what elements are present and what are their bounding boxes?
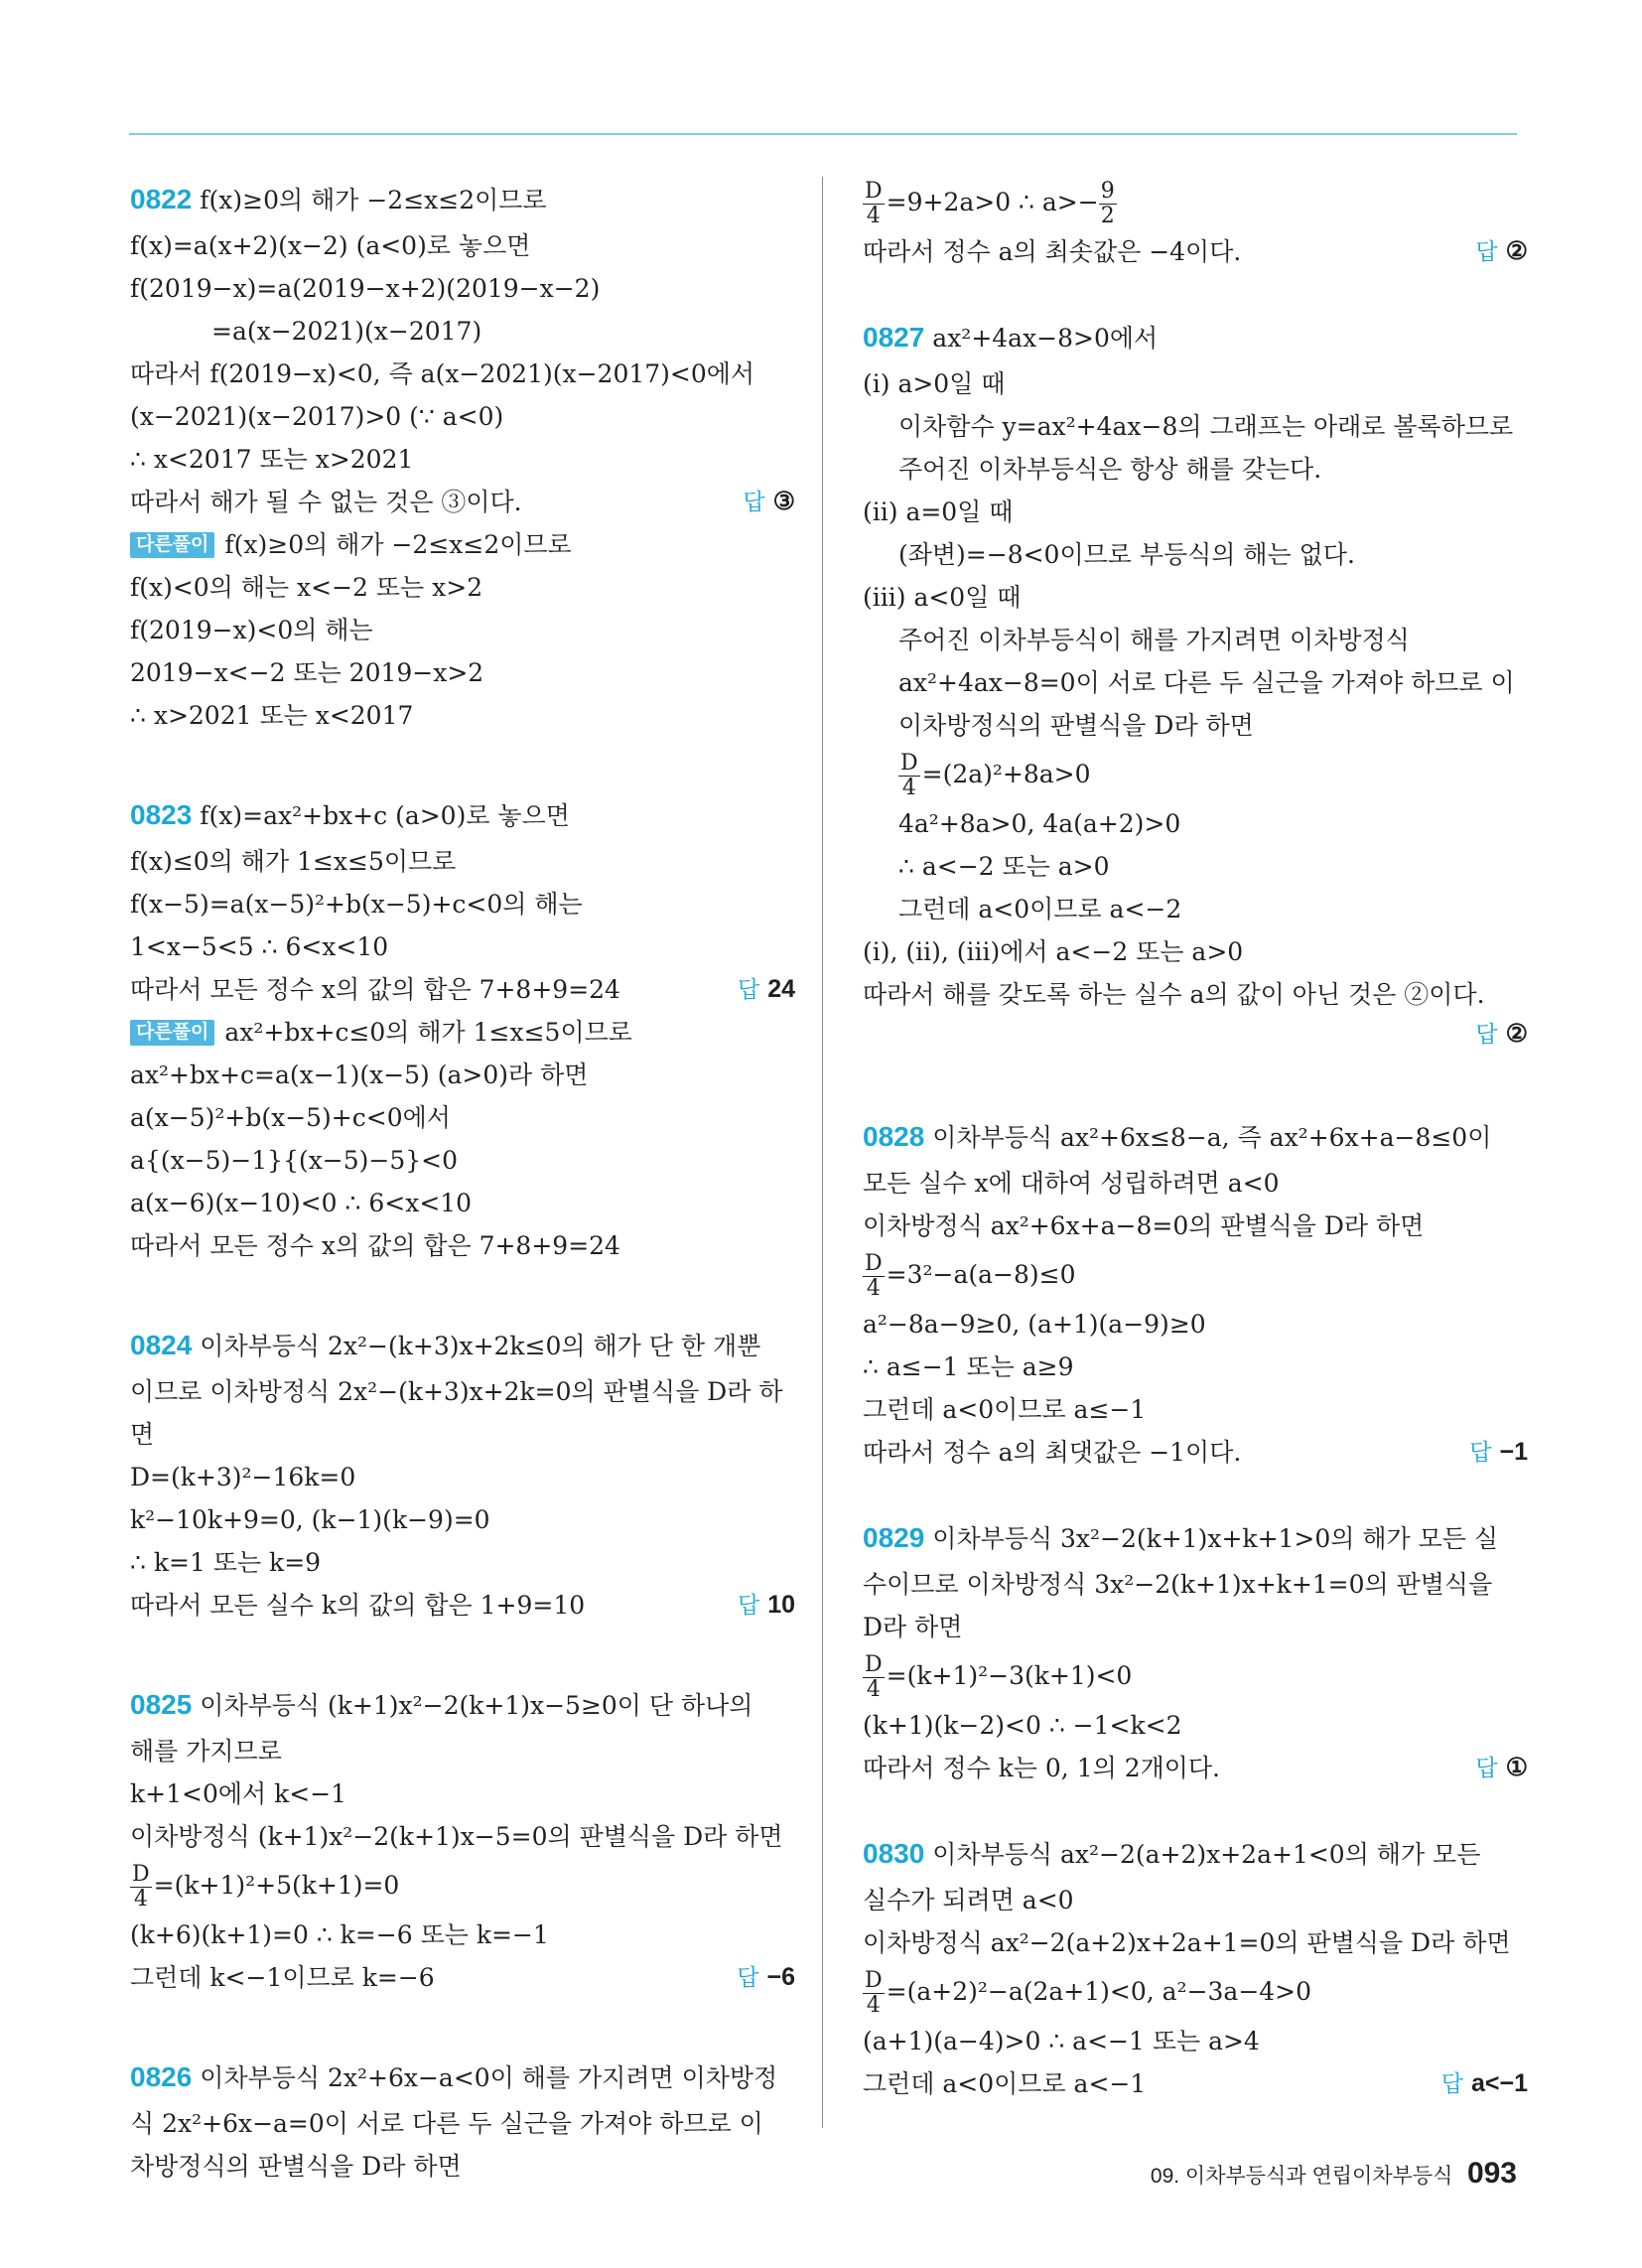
numerator: D — [865, 179, 883, 204]
solution-line — [130, 267, 795, 310]
answer-value: −6 — [766, 1963, 795, 1991]
solution-line — [130, 1182, 795, 1224]
line-text: =a(x−2021)(x−2017) — [211, 317, 482, 346]
solution-line — [863, 930, 1528, 973]
solution-line — [130, 1914, 795, 1956]
line-text: a²−8a−9≥0, (a+1)(a−9)≥0 — [863, 1310, 1206, 1339]
answer-marker: 답 — [1469, 1439, 1492, 1465]
solution-line — [130, 395, 795, 438]
solution-line — [130, 353, 795, 395]
line-text: ax²+4ax−8>0에서 — [932, 324, 1159, 353]
spacer — [863, 1059, 1528, 1112]
solution-line — [130, 1730, 795, 1772]
line-text: 이차함수 y=ax²+4ax−8의 그래프는 아래로 볼록하므로 — [898, 412, 1514, 441]
numerator: D — [132, 1862, 150, 1887]
problem-header — [130, 790, 795, 840]
solution-line — [130, 651, 795, 694]
problem-number: 0822 — [130, 184, 193, 214]
line-text: f(x)≥0의 해가 −2≤x≤2이므로 — [200, 186, 547, 214]
solution-line — [863, 405, 1528, 448]
line-text: f(x)=ax²+bx+c (a>0)로 놓으면 — [200, 801, 570, 830]
answer-value: a<−1 — [1470, 2069, 1528, 2097]
line-text: 주어진 이차부등식이 해를 가지려면 이차방정식 — [898, 626, 1410, 654]
line-text: 수이므로 이차방정식 3x²−2(k+1)x+k+1=0의 판별식을 — [863, 1570, 1493, 1599]
spacer — [863, 273, 1528, 313]
left-column — [130, 175, 795, 2188]
answer — [738, 968, 795, 1011]
denominator: 4 — [866, 204, 881, 228]
chapter-title: 09. 이차부등식과 연립이차부등식 — [1150, 2165, 1453, 2188]
solution-line — [863, 1879, 1528, 1921]
solution-line — [130, 224, 795, 267]
line-text: f(x−5)=a(x−5)²+b(x−5)+c<0의 해는 — [130, 890, 583, 919]
solution-line — [863, 845, 1528, 888]
line-text: 이차부등식 2x²−(k+3)x+2k≤0의 해가 단 한 개뿐 — [200, 1332, 761, 1360]
solution-line — [863, 1247, 1528, 1303]
numerator: D — [865, 1968, 883, 1993]
line-text: 그런데 a<0이므로 a≤−1 — [863, 1395, 1147, 1424]
solution-line — [863, 704, 1528, 747]
solution-line — [130, 1011, 795, 1054]
answer-marker: 답 — [737, 1592, 760, 1618]
solution-line — [863, 1747, 1528, 1789]
line-text: (ⅲ) a<0일 때 — [863, 583, 1022, 612]
answer-value: 10 — [767, 1591, 795, 1619]
solution-line — [130, 968, 795, 1011]
solution-line — [863, 1431, 1528, 1474]
numerator: D — [865, 1652, 883, 1677]
problem-header — [863, 313, 1528, 362]
line-text: 따라서 모든 정수 x의 값의 합은 7+8+9=24 — [130, 975, 620, 1004]
line-text: f(x)=a(x+2)(x−2) (a<0)로 놓으면 — [130, 231, 531, 260]
solution-line — [863, 802, 1528, 845]
answer-marker: 답 — [1440, 2070, 1463, 2096]
solution-line — [863, 230, 1528, 273]
line-text: D라 하면 — [863, 1613, 963, 1641]
spacer — [130, 737, 795, 790]
line-text: a(x−5)²+b(x−5)+c<0에서 — [130, 1103, 451, 1132]
solution-line — [863, 1563, 1528, 1606]
line-text: 해를 가지므로 — [130, 1737, 282, 1766]
spacer — [130, 1999, 795, 2053]
line-text: 4a²+8a>0, 4a(a+2)>0 — [898, 809, 1181, 838]
answer-value: ② — [1505, 237, 1528, 265]
denominator: 2 — [1100, 204, 1115, 228]
line-text: 2019−x<−2 또는 2019−x>2 — [130, 658, 484, 687]
page-number: 093 — [1466, 2157, 1517, 2190]
line-text: k²−10k+9=0, (k−1)(k−9)=0 — [130, 1505, 490, 1534]
answer-value: −1 — [1499, 1438, 1528, 1466]
line-text: 모든 실수 x에 대하여 성립하려면 a<0 — [863, 1169, 1280, 1198]
answer-marker: 답 — [737, 1964, 759, 1990]
line-text: 1<x−5<5 ∴ 6<x<10 — [130, 932, 389, 961]
line-text: f(2019−x)<0의 해는 — [130, 616, 373, 644]
fraction — [1099, 180, 1117, 228]
solution-line — [130, 1054, 795, 1096]
line-text: 따라서 모든 정수 x의 값의 합은 7+8+9=24 — [130, 1231, 620, 1260]
solution-line — [863, 175, 1528, 230]
spacer — [130, 1267, 795, 1321]
answer-value: ③ — [772, 488, 795, 515]
line-text: ax²+4ax−8=0이 서로 다른 두 실근을 가져야 하므로 이 — [898, 668, 1515, 697]
line-text: (k+1)(k−2)<0 ∴ −1<k<2 — [863, 1711, 1182, 1740]
solution-line — [863, 1303, 1528, 1346]
answer — [743, 481, 795, 523]
line-text: =9+2a>0 ∴ a>− — [886, 188, 1099, 216]
solution-line — [130, 1224, 795, 1267]
solution-line — [863, 1964, 1528, 2020]
line-text: 식 2x²+6x−a=0이 서로 다른 두 실근을 가져야 하므로 이 — [130, 2109, 763, 2138]
line-text: ∴ k=1 또는 k=9 — [130, 1548, 322, 1577]
solution-line — [130, 1815, 795, 1858]
solution-line — [863, 619, 1528, 661]
problem-header — [130, 1321, 795, 1370]
solution-line — [130, 609, 795, 651]
solution-line — [130, 1413, 795, 1456]
problem-header — [130, 2053, 795, 2102]
line-text: D=(k+3)²−16k=0 — [130, 1463, 356, 1491]
line-text: 주어진 이차부등식은 항상 해를 갖는다. — [898, 455, 1322, 484]
solution-line — [130, 1456, 795, 1498]
problem-number: 0827 — [863, 322, 925, 353]
solution-line — [863, 1606, 1528, 1648]
answer — [737, 1956, 795, 1999]
solution-line — [130, 1584, 795, 1627]
solution-line — [863, 362, 1528, 405]
solution-line — [863, 2062, 1528, 2105]
line-text: (ⅰ), (ⅱ), (ⅲ)에서 a<−2 또는 a>0 — [863, 937, 1244, 966]
answer — [738, 1584, 795, 1627]
numerator: D — [865, 1251, 883, 1276]
answer — [1475, 230, 1528, 273]
answer-marker: 답 — [737, 976, 760, 1002]
answer-marker: 답 — [1475, 1755, 1498, 1780]
solution-line — [863, 1346, 1528, 1388]
problem-header — [863, 1513, 1528, 1563]
line-text: k+1<0에서 k<−1 — [130, 1779, 347, 1808]
solution-line — [863, 1162, 1528, 1205]
spacer — [130, 1627, 795, 1680]
numerator: 9 — [1100, 179, 1115, 204]
problem-number: 0830 — [863, 1838, 925, 1869]
answer-marker: 답 — [1475, 1021, 1498, 1047]
answer-marker: 답 — [743, 489, 765, 514]
problem-number: 0825 — [130, 1689, 193, 1720]
solution-line — [130, 1772, 795, 1815]
solution-line — [130, 2145, 795, 2188]
line-text: ∴ a<−2 또는 a>0 — [898, 852, 1110, 881]
line-text: (ⅱ) a=0일 때 — [863, 497, 1014, 526]
line-text: 따라서 f(2019−x)<0, 즉 a(x−2021)(x−2017)<0에서 — [130, 359, 755, 388]
header-rule — [129, 133, 1517, 135]
alt-solution-tag: 다른풀이 — [130, 532, 214, 558]
line-text: 이므로 이차방정식 2x²−(k+3)x+2k=0의 판별식을 D라 하 — [130, 1377, 783, 1406]
solution-line — [130, 1139, 795, 1182]
solution-line — [130, 1956, 795, 1999]
line-text: 이차방정식 ax²−2(a+2)x+2a+1=0의 판별식을 D라 하면 — [863, 1928, 1511, 1957]
page-footer — [1151, 2157, 1517, 2191]
line-text: 이차방정식의 판별식을 D라 하면 — [898, 711, 1254, 740]
line-text: ∴ a≤−1 또는 a≥9 — [863, 1352, 1074, 1381]
line-text: 이차부등식 2x²+6x−a<0이 해를 가지려면 이차방정 — [200, 2063, 778, 2092]
line-text: (좌변)=−8<0이므로 부등식의 해는 없다. — [898, 540, 1355, 569]
line-text: f(x)≥0의 해가 −2≤x≤2이므로 — [224, 530, 572, 559]
problem-number: 0826 — [130, 2061, 193, 2092]
line-text: f(2019−x)=a(2019−x+2)(2019−x−2) — [130, 274, 601, 303]
line-text: 이차방정식 ax²+6x+a−8=0의 판별식을 D라 하면 — [863, 1211, 1425, 1240]
denominator: 4 — [866, 1276, 881, 1301]
solution-line — [130, 310, 795, 353]
problem-header — [130, 1680, 795, 1730]
solution-line — [863, 491, 1528, 533]
line-text: 이차부등식 (k+1)x²−2(k+1)x−5≥0이 단 하나의 — [200, 1691, 753, 1720]
solution-line — [863, 1205, 1528, 1247]
problem-number: 0823 — [130, 799, 193, 830]
solution-line — [863, 1921, 1528, 1964]
line-text: 그런데 a<0이므로 a<−1 — [863, 2069, 1147, 2098]
line-text: (x−2021)(x−2017)>0 (∵ a<0) — [130, 402, 504, 431]
solution-line — [130, 1096, 795, 1139]
problem-header — [863, 1829, 1528, 1879]
line-text: 따라서 해를 갖도록 하는 실수 a의 값이 아닌 것은 ②이다. — [863, 980, 1485, 1009]
solution-line — [863, 973, 1528, 1016]
solution-line — [863, 533, 1528, 576]
solution-line — [863, 448, 1528, 491]
problem-header — [130, 175, 795, 224]
line-text: 이차부등식 ax²−2(a+2)x+2a+1<0의 해가 모든 — [932, 1840, 1481, 1869]
line-text: 따라서 정수 k는 0, 1의 2개이다. — [863, 1754, 1220, 1782]
fraction — [863, 1653, 885, 1702]
line-text: ax²+bx+c=a(x−1)(x−5) (a>0)라 하면 — [130, 1061, 589, 1089]
spacer — [863, 1474, 1528, 1513]
answer — [1475, 1016, 1528, 1049]
numerator: D — [900, 751, 918, 776]
solution-line — [130, 840, 795, 883]
answer-value: 24 — [767, 975, 795, 1003]
line-text: =(2a)²+8a>0 — [921, 760, 1091, 788]
answer-line — [863, 1016, 1528, 1059]
line-text: ∴ x>2021 또는 x<2017 — [130, 701, 414, 730]
solution-line — [130, 1858, 795, 1914]
solution-line — [863, 576, 1528, 619]
alt-solution-tag: 다른풀이 — [130, 1020, 214, 1046]
line-text: ∴ x<2017 또는 x>2021 — [130, 445, 414, 474]
right-column — [863, 175, 1528, 2105]
solution-line — [863, 2020, 1528, 2062]
line-text: 따라서 정수 a의 최솟값은 −4이다. — [863, 237, 1242, 266]
line-text: (ⅰ) a>0일 때 — [863, 369, 1006, 398]
fraction — [898, 752, 920, 800]
fraction — [130, 1863, 152, 1912]
problem-number: 0828 — [863, 1121, 925, 1152]
line-text: 면 — [130, 1420, 155, 1449]
line-text: (a+1)(a−4)>0 ∴ a<−1 또는 a>4 — [863, 2027, 1260, 2055]
denominator: 4 — [866, 1993, 881, 2018]
answer — [1469, 1431, 1528, 1474]
solution-line — [130, 481, 795, 523]
denominator: 4 — [133, 1887, 148, 1912]
answer — [1441, 2062, 1528, 2105]
answer-marker: 답 — [1475, 238, 1498, 264]
line-text: a(x−6)(x−10)<0 ∴ 6<x<10 — [130, 1189, 473, 1217]
line-text: 차방정식의 판별식을 D라 하면 — [130, 2152, 462, 2181]
line-text: 따라서 정수 a의 최댓값은 −1이다. — [863, 1438, 1242, 1467]
problem-number: 0824 — [130, 1330, 193, 1360]
problem-number: 0829 — [863, 1522, 925, 1553]
solution-line — [863, 1648, 1528, 1704]
line-text: 그런데 k<−1이므로 k=−6 — [130, 1963, 435, 1992]
answer — [1475, 1747, 1528, 1789]
solution-line — [863, 661, 1528, 704]
answer-value: ② — [1505, 1020, 1528, 1048]
denominator: 4 — [866, 1677, 881, 1702]
line-text: =(k+1)²−3(k+1)<0 — [886, 1661, 1133, 1690]
line-text: ax²+bx+c≤0의 해가 1≤x≤5이므로 — [224, 1018, 632, 1047]
solution-line — [130, 1370, 795, 1413]
solution-line — [863, 747, 1528, 802]
solution-line — [863, 1704, 1528, 1747]
problem-header — [863, 1112, 1528, 1162]
line-text: 실수가 되려면 a<0 — [863, 1886, 1074, 1914]
solution-line — [130, 523, 795, 566]
solution-line — [130, 1498, 795, 1541]
solution-line — [130, 566, 795, 609]
column-divider — [822, 177, 823, 2128]
solution-line — [863, 888, 1528, 930]
line-text: a{(x−5)−1}{(x−5)−5}<0 — [130, 1146, 459, 1175]
spacer — [863, 1789, 1528, 1829]
line-text: 따라서 해가 될 수 없는 것은 ③이다. — [130, 488, 522, 516]
fraction — [863, 1969, 885, 2018]
solution-line — [130, 694, 795, 737]
solution-line — [130, 438, 795, 481]
solution-line — [130, 2102, 795, 2145]
line-text: 이차부등식 3x²−2(k+1)x+k+1>0의 해가 모든 실 — [932, 1524, 1499, 1553]
solution-line — [130, 925, 795, 968]
line-text: =(k+1)²+5(k+1)=0 — [153, 1871, 400, 1900]
line-text: f(x)≤0의 해가 1≤x≤5이므로 — [130, 847, 457, 876]
solution-line — [130, 883, 795, 925]
fraction — [863, 1252, 885, 1301]
line-text: (k+6)(k+1)=0 ∴ k=−6 또는 k=−1 — [130, 1920, 549, 1949]
line-text: f(x)<0의 해는 x<−2 또는 x>2 — [130, 573, 483, 602]
fraction — [863, 180, 885, 228]
line-text: 따라서 모든 실수 k의 값의 합은 1+9=10 — [130, 1591, 586, 1620]
solution-line — [130, 1541, 795, 1584]
solution-line — [863, 1388, 1528, 1431]
line-text: =(a+2)²−a(2a+1)<0, a²−3a−4>0 — [886, 1977, 1312, 2006]
line-text: 그런데 a<0이므로 a<−2 — [898, 895, 1182, 923]
line-text: 이차방정식 (k+1)x²−2(k+1)x−5=0의 판별식을 D라 하면 — [130, 1822, 783, 1851]
answer-value: ① — [1505, 1754, 1528, 1781]
line-text: 이차부등식 ax²+6x≤8−a, 즉 ax²+6x+a−8≤0이 — [932, 1123, 1492, 1152]
line-text: =3²−a(a−8)≤0 — [886, 1260, 1076, 1289]
denominator: 4 — [901, 776, 916, 800]
